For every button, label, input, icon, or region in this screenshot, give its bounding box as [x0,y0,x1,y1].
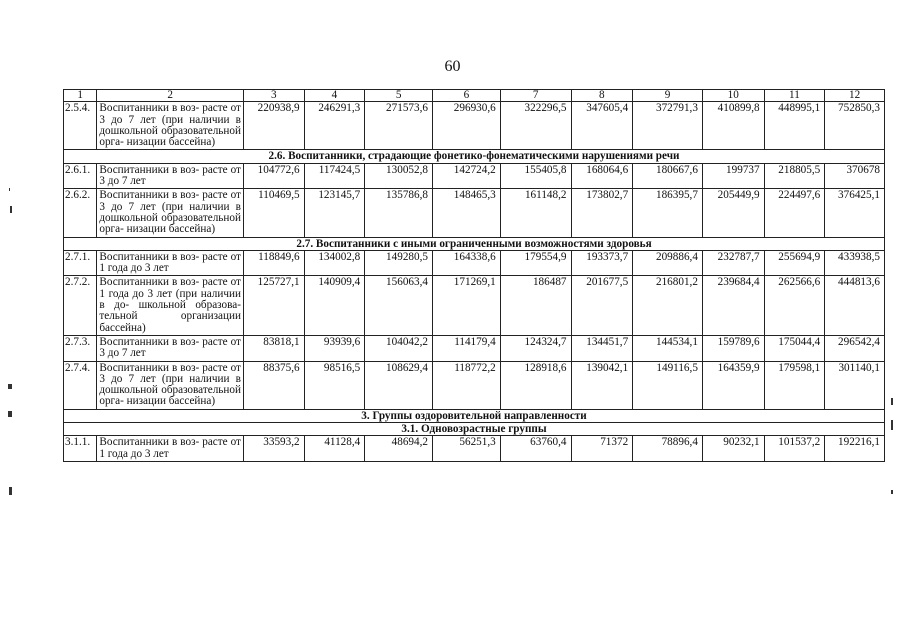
value-cell: 130052,8 [365,163,433,189]
value-cell: 134002,8 [304,250,365,276]
value-cell: 88375,6 [243,361,304,409]
value-cell: 246291,3 [304,102,365,150]
value-cell: 108629,4 [365,361,433,409]
row-name-line: расте от 3 до 7 лет [99,163,241,188]
row-name-line: образовательной орга- [99,124,241,149]
row-name-line: образовательной орга- [99,211,241,236]
value-cell: 159789,6 [702,335,764,361]
section-title: 2.7. Воспитанники с иными ограниченными возможностями здоровья [64,237,885,250]
value-cell: 218805,5 [764,163,825,189]
value-cell: 296930,6 [433,102,501,150]
row-name-line: образовательной орга- [99,384,241,408]
value-cell: 232787,7 [702,250,764,276]
column-number-cell: 10 [702,90,764,102]
value-cell: 104042,2 [365,335,433,361]
value-cell: 161148,2 [500,189,571,237]
row-code: 2.7.4. [64,361,97,409]
row-name-line: Воспитанники в воз- [99,250,200,263]
value-cell: 90232,1 [702,436,764,462]
value-cell: 410899,8 [702,102,764,150]
table-row [64,189,885,237]
value-cell: 164338,6 [433,250,501,276]
row-name-line: наличии в дошкольной [99,113,241,137]
row-name [97,361,244,409]
row-name-line: расте от 3 до 7 лет [99,335,241,360]
row-name-line: Воспитанники в воз- [99,189,200,202]
section-title: 3.1. Одновозрастные группы [64,423,885,436]
value-cell: 168064,6 [571,163,633,189]
row-code: 3.1.1. [64,436,97,462]
row-name-line: низации бассейна) [126,395,216,408]
value-cell: 175044,4 [764,335,825,361]
value-cell: 201677,5 [571,276,633,335]
value-cell: 171269,1 [433,276,501,335]
column-number-cell: 6 [433,90,501,102]
scan-mark [8,411,12,417]
column-number-cell: 4 [304,90,365,102]
value-cell: 224497,6 [764,189,825,237]
value-cell: 186395,7 [633,189,703,237]
table-row [64,102,885,150]
value-cell: 142724,2 [433,163,501,189]
value-cell: 301140,1 [825,361,885,409]
row-name-line: Воспитанники в воз- [99,335,200,348]
column-number-cell: 7 [500,90,571,102]
scan-mark [9,487,12,495]
row-name-line: расте от 1 года до 3 лет [99,276,241,300]
row-name-line: наличии в дошкольной [99,372,241,397]
value-cell: 199737 [702,163,764,189]
column-number-cell: 1 [64,90,97,102]
value-cell: 262566,6 [764,276,825,335]
row-name [97,335,244,361]
data-table [63,89,885,462]
value-cell: 110469,5 [243,189,304,237]
section-row [64,423,885,436]
value-cell: 193373,7 [571,250,633,276]
row-code: 2.7.1. [64,250,97,276]
row-name [97,276,244,335]
column-number-cell: 3 [243,90,304,102]
value-cell: 125727,1 [243,276,304,335]
row-name-line: наличии в дошкольной [99,200,241,224]
value-cell: 56251,3 [433,436,501,462]
value-cell: 216801,2 [633,276,703,335]
value-cell: 444813,6 [825,276,885,335]
scan-mark [10,206,12,213]
value-cell: 376425,1 [825,189,885,237]
column-number-cell: 8 [571,90,633,102]
value-cell: 135786,8 [365,189,433,237]
section-title: 3. Группы оздоровительной направленности [64,409,885,422]
row-name-line: расте от 3 до 7 лет (при [99,102,241,126]
value-cell: 148465,3 [433,189,501,237]
row-name [97,189,244,237]
table-row [64,276,885,335]
value-cell: 144534,1 [633,335,703,361]
scan-mark [891,490,893,494]
value-cell: 173802,7 [571,189,633,237]
value-cell: 155405,8 [500,163,571,189]
scan-mark [891,398,893,405]
value-cell: 255694,9 [764,250,825,276]
value-cell: 123145,7 [304,189,365,237]
row-name-line: Воспитанники в воз- [99,102,200,115]
value-cell: 98516,5 [304,361,365,409]
value-cell: 164359,9 [702,361,764,409]
page-number: 60 [444,58,461,75]
value-cell: 180667,6 [633,163,703,189]
section-row [64,409,885,422]
value-cell: 139042,1 [571,361,633,409]
value-cell: 114179,4 [433,335,501,361]
row-code: 2.5.4. [64,102,97,150]
table-row [64,250,885,276]
column-number-cell: 2 [97,90,244,102]
value-cell: 63760,4 [500,436,571,462]
scan-mark [9,188,10,191]
value-cell: 149280,5 [365,250,433,276]
row-code: 2.6.2. [64,189,97,237]
value-cell: 41128,4 [304,436,365,462]
value-cell: 433938,5 [825,250,885,276]
table-header-row [64,90,885,102]
value-cell: 134451,7 [571,335,633,361]
value-cell: 48694,2 [365,436,433,462]
value-cell: 78896,4 [633,436,703,462]
row-name-line: низации бассейна) [126,136,216,149]
scan-mark [8,384,12,389]
value-cell: 156063,4 [365,276,433,335]
row-code: 2.6.1. [64,163,97,189]
row-name-line: школьной образова- [138,299,241,312]
value-cell: 205449,9 [702,189,764,237]
table-row [64,163,885,189]
value-cell: 101537,2 [764,436,825,462]
row-name-line: Воспитанники в воз- [99,436,200,449]
value-cell: 752850,3 [825,102,885,150]
row-name-line: расте от 3 до 7 лет (при [99,361,241,385]
row-name-line: расте от 1 года до 3 лет [99,250,241,275]
value-cell: 192216,1 [825,436,885,462]
value-cell: 322296,5 [500,102,571,150]
value-cell: 239684,4 [702,276,764,335]
row-name-line: расте от 3 до 7 лет (при [99,189,241,213]
value-cell: 370678 [825,163,885,189]
value-cell: 83818,1 [243,335,304,361]
section-row [64,150,885,163]
row-code: 2.7.3. [64,335,97,361]
row-name-line: Воспитанники в воз- [99,276,200,289]
row-code: 2.7.2. [64,276,97,335]
scan-mark [891,420,893,430]
row-name-line: (при наличии в до- [99,287,241,312]
row-name-line: бассейна) [99,321,146,334]
value-cell: 118849,6 [243,250,304,276]
value-cell: 271573,6 [365,102,433,150]
value-cell: 347605,4 [571,102,633,150]
value-cell: 124324,7 [500,335,571,361]
row-name [97,436,244,462]
row-name-line: Воспитанники в воз- [99,163,200,176]
value-cell: 128918,6 [500,361,571,409]
value-cell: 186487 [500,276,571,335]
column-number-cell: 5 [365,90,433,102]
value-cell: 117424,5 [304,163,365,189]
value-cell: 179598,1 [764,361,825,409]
value-cell: 448995,1 [764,102,825,150]
value-cell: 140909,4 [304,276,365,335]
row-name [97,250,244,276]
table-row [64,361,885,409]
row-name-line: низации бассейна) [126,223,216,236]
value-cell: 220938,9 [243,102,304,150]
column-number-cell: 12 [825,90,885,102]
section-title: 2.6. Воспитанники, страдающие фонетико-фонематическими нарушениями речи [64,150,885,163]
row-name-line: расте от 1 года до 3 лет [99,436,241,460]
value-cell: 209886,4 [633,250,703,276]
value-cell: 33593,2 [243,436,304,462]
value-cell: 179554,9 [500,250,571,276]
row-name [97,102,244,150]
value-cell: 149116,5 [633,361,703,409]
value-cell: 296542,4 [825,335,885,361]
column-number-cell: 11 [764,90,825,102]
value-cell: 372791,3 [633,102,703,150]
row-name-line: тельной организации [99,310,241,323]
table-row [64,335,885,361]
row-name-line: Воспитанники в воз- [99,361,200,374]
section-row [64,237,885,250]
value-cell: 93939,6 [304,335,365,361]
value-cell: 118772,2 [433,361,501,409]
column-number-cell: 9 [633,90,703,102]
value-cell: 71372 [571,436,633,462]
value-cell: 104772,6 [243,163,304,189]
table-row [64,436,885,462]
row-name [97,163,244,189]
